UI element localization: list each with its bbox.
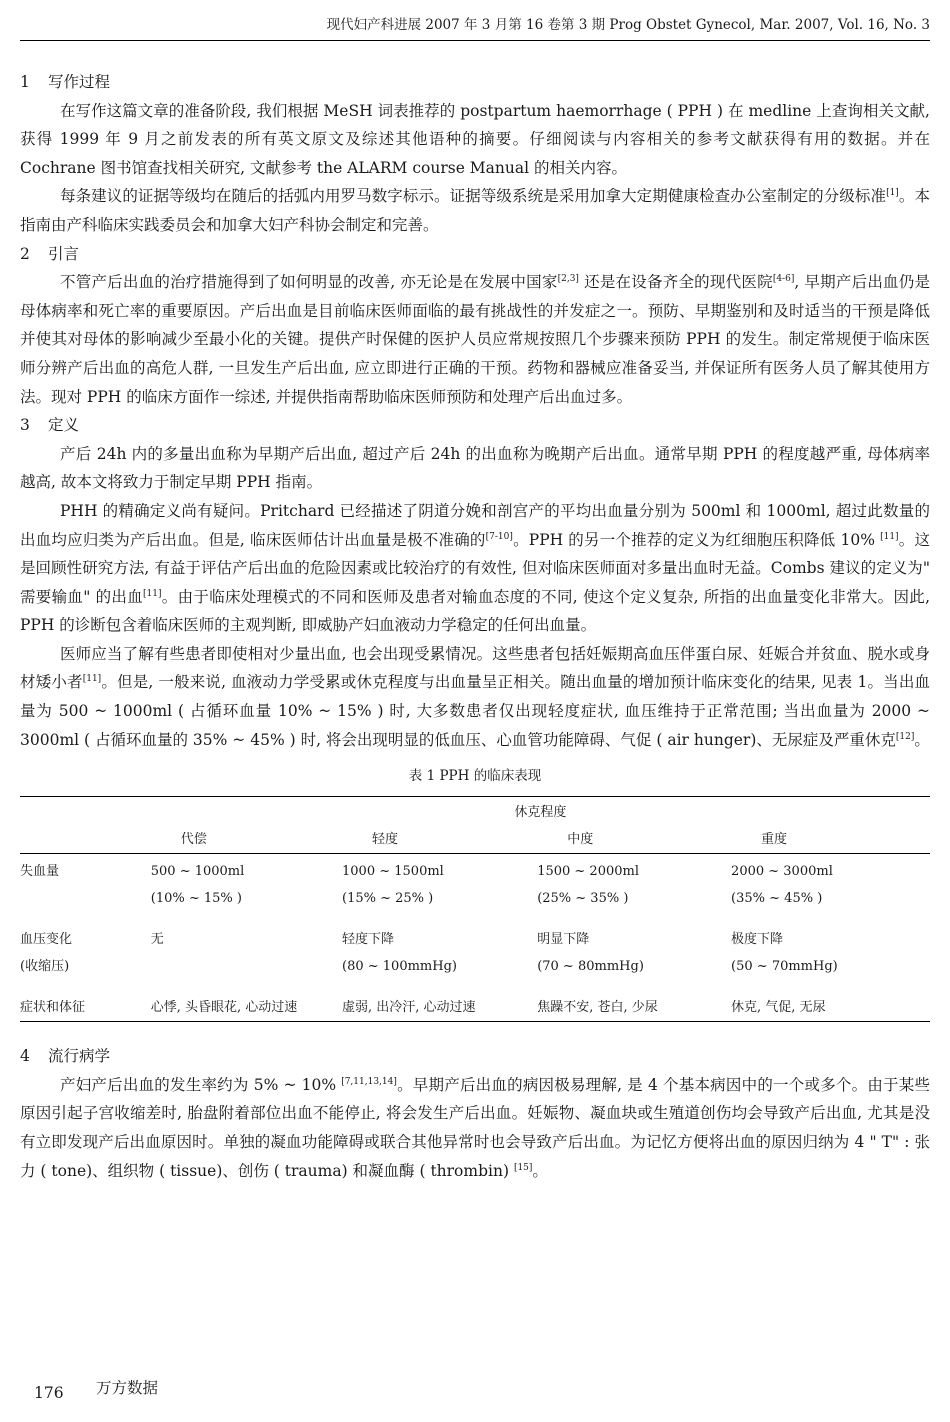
table-cell: 1500 ~ 2000ml	[537, 864, 639, 880]
section-title: 定义	[48, 416, 80, 435]
text-run: 。早期产后出血的病因极易理解, 是 4 个基本病因中的一个或多个。由于某些原因引起子宫收缩差时, 胎盘附着部位出血不能停止, 将会发生产后出血。妊娠物、凝血块或生殖道创伤均会导致产后出血, 尤其是没有立即发现产后出血原因时。单独的凝血功能障碍或联合其他异常时也会导致产后出血。为记忆方便将出血的原因归纳为 4 " T" : 张力 ( tone)、组织物 ( tissue)、创伤 ( trauma) 和凝血酶 ( thrombin)	[20, 1075, 930, 1180]
table-cell: 焦躁不安, 苍白, 少尿	[537, 1000, 658, 1016]
row-label: 失血量	[20, 864, 60, 880]
text-run: 产妇产后出血的发生率约为 5% ~ 10%	[60, 1075, 342, 1094]
text-run: PHH 的精确定义尚有疑问。Pritchard 已经描述了阴道分娩和剖宫产的平均出血量分别为 500ml 和 1000ml, 超过此数量的出血均应归类为产后出血。但是, 临床医师估计出血量是极不准确的	[20, 501, 930, 549]
text-run: 。但是, 一般来说, 血液动力学受累或休克程度与出血量呈正相关。随出血量的增加预计临床变化的结果, 见表 1。当出血量为 500 ~ 1000ml ( 占循环血量 10% ~ 15% ) 时, 大多数患者仅出现轻度症状, 血压维持于正常范围; 当出血量为 2000 ~ 3000ml ( 占循环血量的 35% ~ 45% ) 时, 将会出现明显的低血压、心血管功能障碍、气促 ( air hunger)、无尿症及严重休克	[20, 673, 930, 749]
section-number: 4	[20, 1047, 30, 1066]
citation: [4-6]	[772, 274, 795, 284]
section-number: 3	[20, 416, 30, 435]
citation: [11]	[143, 588, 162, 599]
text-run: 还是在设备齐全的现代医院	[578, 273, 773, 292]
sections-after-table	[20, 1042, 930, 1185]
table-caption: 表 1 PPH 的临床表现	[408, 768, 542, 785]
watermark: 万方数据	[96, 1379, 159, 1397]
spacer-cell	[20, 912, 930, 926]
text-run: 。这是回顾性研究方法, 有益于评估产后出血的危险因素或比较治疗的有效性, 但对临床医师面对多量出血时无益。Combs 建议的定义为" 需要输血" 的出血	[20, 530, 930, 606]
section-heading	[20, 1042, 930, 1071]
table-spanner: 休克程度	[514, 805, 567, 821]
row-label: 症状和体征	[20, 1000, 86, 1016]
paragraph	[20, 182, 930, 239]
table-cell-sub: (50 ~ 70mmHg)	[731, 959, 838, 975]
text-run: 不管产后出血的治疗措施得到了如何明显的改善, 亦无论是在发展中国家	[60, 273, 558, 292]
table-row	[20, 926, 930, 953]
table-column-header: 重度	[731, 826, 930, 854]
citation: [11]	[880, 531, 899, 542]
row-label-sub	[20, 885, 151, 912]
table-stub-head	[20, 797, 151, 827]
table-column-header: 轻度	[342, 826, 537, 854]
table-cell: 500 ~ 1000ml	[150, 864, 245, 880]
section-title: 写作过程	[48, 73, 111, 91]
table-cell: 1000 ~ 1500ml	[342, 864, 444, 880]
row-label-sub: (收缩压)	[20, 959, 70, 975]
table-cell: 明显下降	[537, 932, 590, 948]
section-number: 2	[20, 244, 30, 263]
text-run: 医师应当了解有些患者即使相对少量出血, 也会出现受累情况。这些患者包括妊娠期高血压伴蛋白尿、妊娠合并贫血、脱水或身材矮小者	[20, 644, 930, 692]
running-header	[20, 10, 930, 41]
paragraph	[20, 497, 930, 640]
table-spacer	[20, 980, 930, 994]
citation: [7,11,13,14]	[341, 1076, 397, 1087]
text-run: 。本指南由产科临床实践委员会和加拿大妇产科协会制定和完善。	[20, 187, 930, 234]
citation: [2,3]	[557, 274, 579, 284]
section-number: 1	[20, 73, 30, 91]
table-spanner-row	[20, 797, 930, 827]
table-cell: 极度下降	[731, 932, 784, 948]
table-cell: 无	[150, 932, 164, 948]
paragraph	[20, 640, 930, 754]
paragraph	[20, 440, 930, 497]
paragraph	[20, 268, 930, 411]
table-column-header: 中度	[537, 826, 731, 854]
table-row-continued	[20, 953, 930, 980]
table-row	[20, 858, 930, 885]
text-run: 。由于临床处理模式的不同和医师及患者对输血态度的不同, 使这个定义复杂, 所指的出血量变化非常大。因此, PPH 的诊断包含着临床医师的主观判断, 即威胁产妇血液动力学稳定的任何出血量。	[20, 587, 930, 635]
table-row	[20, 994, 930, 1022]
page-number: 176	[34, 1384, 64, 1402]
text-run: 产后 24h 内的多量出血称为早期产后出血, 超过产后 24h 的出血称为晚期产后出血。通常早期 PPH 的程度越严重, 母体病率越高, 故本文将致力于制定早期 PPH 指南。	[20, 444, 930, 492]
spacer-cell	[20, 980, 930, 994]
table-cell-sub: (80 ~ 100mmHg)	[342, 959, 457, 975]
paragraph	[20, 1071, 930, 1185]
section-title: 引言	[48, 244, 80, 263]
paragraph	[20, 97, 930, 183]
table-cell: 休克, 气促, 无尿	[731, 1000, 826, 1016]
table-header-row	[20, 826, 930, 854]
table-cell-sub: (10% ~ 15% )	[150, 891, 242, 907]
pph-clinical-table	[20, 796, 930, 1022]
citation: [12]	[895, 731, 915, 742]
citation: [11]	[82, 674, 102, 685]
text-run: 在写作这篇文章的准备阶段, 我们根据 MeSH 词表推荐的 postpartum haemorrhage ( PPH ) 在 medline 上查询相关文献, 获得 1999 年 9 月之前发表的所有英文原文及综述其他语种的摘要。仔细阅读与内容相关的参考文献获得有用的数据。并在 Cochrane 图书馆查找相关研究, 文献参考 the ALARM course Manual 的相关内容。	[20, 101, 930, 177]
table-spacer	[20, 912, 930, 926]
table-cell-sub: (35% ~ 45% )	[731, 891, 823, 907]
table-row-continued	[20, 885, 930, 912]
table-cell: 轻度下降	[342, 932, 395, 948]
section-heading	[20, 411, 930, 440]
table-cell-sub: (70 ~ 80mmHg)	[537, 959, 644, 975]
table-cell: 2000 ~ 3000ml	[731, 864, 833, 880]
table-cell: 心悸, 头昏眼花, 心动过速	[150, 1000, 298, 1016]
text-run: , 早期产后出血仍是母体病率和死亡率的重要原因。产后出血是目前临床医师面临的最有挑战性的并发症之一。预防、早期鉴别和及时适当的干预是降低并使其对母体的影响减少至最小化的关键。提供产时保健的医护人员应常规按照几个步骤来预防 PPH 的发生。制定常规便于临床医师分辨产后出血的高危人群, 一旦发生产后出血, 应立即进行正确的干预。药物和器械应准备妥当, 并保证所有医务人员了解其使用方法。现对 PPH 的临床方面作一综述, 并提供指南帮助临床医师预防和处理产后出血过多。	[20, 273, 930, 406]
section-heading	[20, 68, 930, 97]
table-column-header: 代偿	[151, 826, 342, 854]
running-head-text: 现代妇产科进展 2007 年 3 月第 16 卷第 3 期 Prog Obstet Gynecol, Mar. 2007, Vol. 16, No. 3	[326, 17, 930, 33]
text-run: 。	[532, 1161, 548, 1180]
table-cell-sub: (25% ~ 35% )	[537, 891, 629, 907]
row-label: 血压变化	[20, 932, 73, 948]
table-stub-head	[20, 826, 151, 854]
sections-before-table	[20, 68, 930, 754]
table-cell-sub: (15% ~ 25% )	[342, 891, 434, 907]
table-cell: 虚弱, 出冷汗, 心动过速	[342, 1000, 476, 1016]
article-body	[20, 68, 930, 1185]
section-heading	[20, 240, 930, 269]
text-run: 每条建议的证据等级均在随后的括弧内用罗马数字标示。证据等级系统是采用加拿大定期健康检查办公室制定的分级标准	[60, 187, 887, 206]
citation: [1]	[886, 188, 899, 199]
table-cell-sub	[151, 953, 342, 980]
citation: [7-10]	[485, 531, 513, 542]
text-run: 。	[914, 730, 930, 749]
text-run: 。PPH 的另一个推荐的定义为红细胞压积降低 10%	[512, 530, 881, 549]
section-title: 流行病学	[48, 1047, 111, 1066]
citation: [15]	[513, 1162, 533, 1173]
